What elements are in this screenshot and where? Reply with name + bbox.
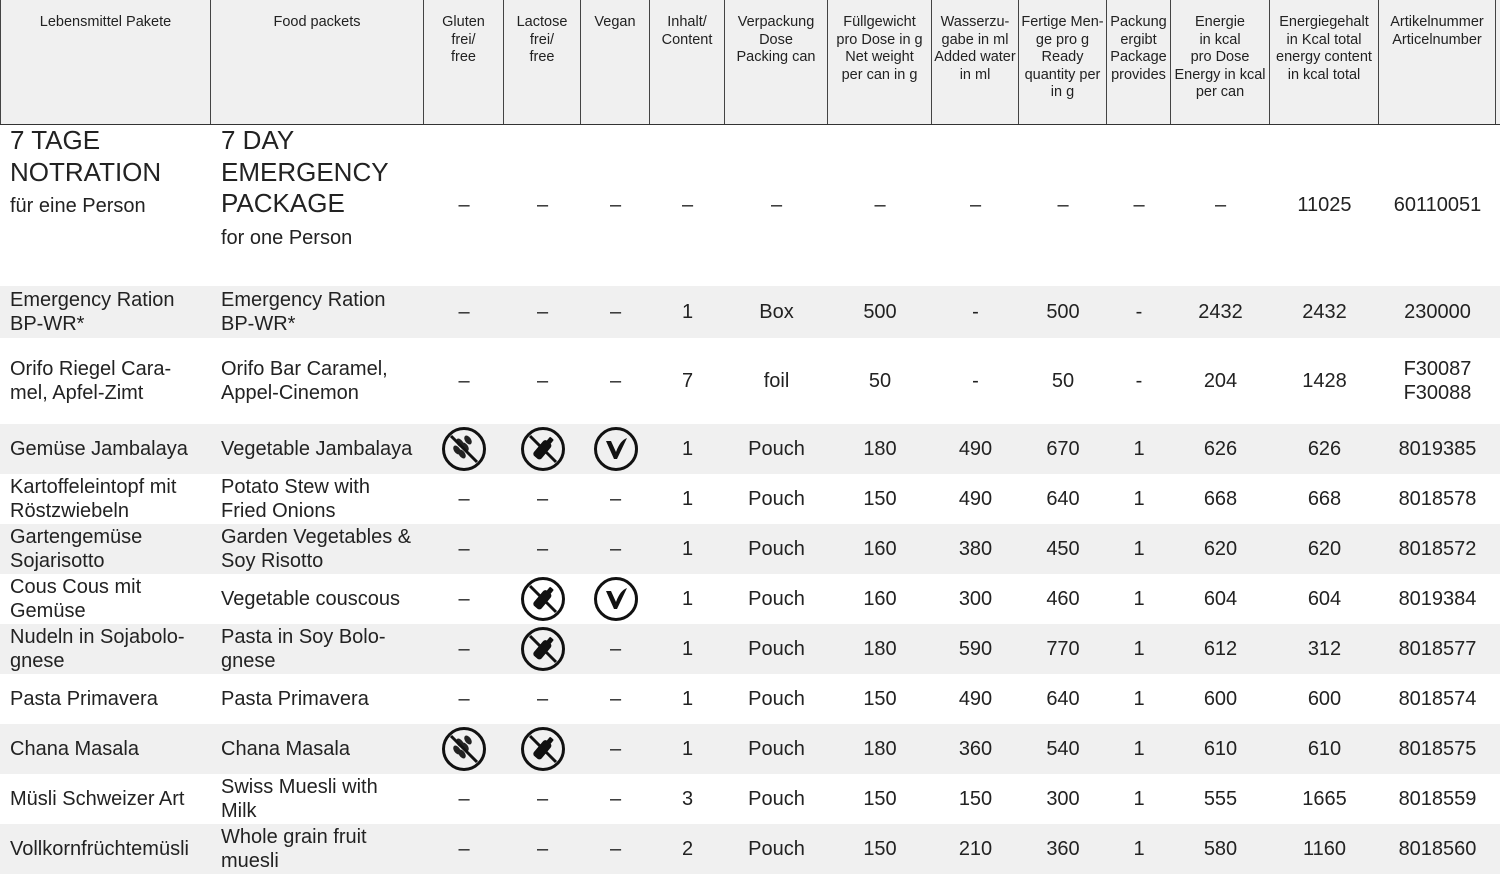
table-cell: Pouch [748, 788, 805, 810]
table-cell: 2432 [1198, 301, 1243, 323]
table-cell: 620 [1307, 538, 1342, 560]
table-cell: 8018559 [1398, 788, 1477, 810]
table-cell: - [972, 370, 979, 392]
table-cell: Pouch [748, 838, 805, 860]
gluten-free-icon [441, 726, 487, 772]
table-cell: Kartoffeleintopf mit Röstzwiebeln [10, 476, 177, 522]
header-cell: Fertige Men- ge pro g Ready quantity per in g [1019, 0, 1107, 124]
table-cell: Vegetable Jambalaya [221, 438, 413, 460]
table-cell: F30087 F30088 [1403, 358, 1472, 404]
header-cell: Artikelnummer Articelnumber [1379, 0, 1496, 124]
table-cell: 490 [958, 488, 993, 510]
table-cell: Emergency Ration BP-WR* [10, 289, 175, 335]
table-cell: Pouch [748, 688, 805, 710]
table-cell: - [1135, 301, 1143, 323]
table-cell: – [458, 194, 470, 216]
table-cell: 500 [863, 301, 897, 323]
table-cell: 668 [1203, 488, 1238, 510]
table-cell: 2432 [1302, 301, 1347, 323]
table-cell: 555 [1203, 788, 1238, 810]
table-cell: 1665 [1302, 788, 1347, 810]
table-cell: 640 [1046, 688, 1080, 710]
table-cell: 600 [1307, 688, 1342, 710]
table-cell: 180 [863, 738, 897, 760]
table-cell: 1 [1133, 488, 1145, 510]
table-cell: – [458, 788, 470, 810]
table-cell: – [536, 538, 549, 560]
table-cell: 50 [1051, 370, 1075, 392]
table-cell: 1160 [1302, 838, 1346, 860]
table-cell: – [536, 838, 549, 860]
table-cell: – [536, 488, 549, 510]
table-cell: 600 [1203, 688, 1238, 710]
table-cell: – [681, 194, 694, 216]
table-cell: 1 [681, 738, 694, 760]
table-row [0, 574, 1500, 624]
table-cell: 770 [1046, 638, 1080, 660]
gluten-cell [424, 424, 504, 474]
table-cell: 1 [1133, 638, 1145, 660]
table-cell: 1 [1133, 588, 1145, 610]
table-cell: – [609, 838, 622, 860]
table-row [0, 824, 1500, 874]
table-cell: 8019384 [1398, 588, 1477, 610]
table-cell: – [458, 538, 470, 560]
table-header [0, 0, 1500, 125]
table-cell: – [458, 688, 470, 710]
header-cell: Inhalt/ Content [650, 0, 725, 124]
table-cell: – [536, 788, 549, 810]
table-cell: 8019385 [1398, 438, 1477, 460]
table-cell: 160 [863, 588, 897, 610]
package-title-de [0, 125, 211, 285]
table-cell: 11025 [1297, 194, 1352, 216]
vegan-cell [581, 424, 650, 474]
table-cell: 150 [863, 488, 897, 510]
package-title: 7 DAY EMERGENCY PACKAGE [221, 125, 389, 218]
table-cell: 540 [1046, 738, 1080, 760]
table-cell: 1 [681, 488, 694, 510]
table-cell: Garden Vegetables & Soy Risotto [221, 526, 412, 572]
table-cell: - [1135, 370, 1143, 392]
table-cell: 612 [1203, 638, 1238, 660]
table-cell: 8018572 [1398, 538, 1477, 560]
table-cell: 150 [863, 788, 897, 810]
table-cell: 670 [1046, 438, 1080, 460]
table-cell: 626 [1203, 438, 1238, 460]
table-cell: Orifo Bar Caramel, Appel-Cinemon [221, 358, 388, 404]
package-title: 7 TAGE NOTRATION [10, 125, 162, 187]
header-cell: Energie in kcal pro Dose Energy in kcal per can [1171, 0, 1270, 124]
table-cell: – [770, 194, 783, 216]
table-cell: 1 [1133, 538, 1145, 560]
table-cell: 626 [1307, 438, 1342, 460]
table-cell: Chana Masala [221, 738, 350, 760]
table-cell: 1 [681, 688, 694, 710]
table-row [0, 286, 1500, 338]
lactose-free-icon [520, 626, 566, 672]
table-cell: 1 [1133, 788, 1145, 810]
table-cell: 8018577 [1398, 638, 1477, 660]
table-cell: 640 [1046, 488, 1080, 510]
header-cell: Lactose frei/ free [504, 0, 581, 124]
table-cell: 360 [958, 738, 993, 760]
table-cell: – [1214, 194, 1227, 216]
table-cell: – [458, 838, 470, 860]
table-cell: 1 [681, 588, 694, 610]
vegan-icon [593, 426, 639, 472]
table-row [0, 338, 1500, 424]
table-cell: foil [763, 370, 790, 392]
header-cell: Verpackung Dose Packing can [725, 0, 828, 124]
table-cell: 1 [681, 438, 694, 460]
header-cell: Food packets [211, 0, 424, 124]
table-cell: 7 [681, 370, 694, 392]
table-cell: Box [759, 301, 794, 323]
header-cell: Füllgewicht pro Dose in g Net weight per can in g [828, 0, 932, 124]
table-cell: 300 [958, 588, 993, 610]
vegan-cell [581, 574, 650, 624]
table-cell: – [458, 588, 470, 610]
table-row [0, 674, 1500, 724]
table-cell: – [609, 688, 622, 710]
table-cell: 300 [1046, 788, 1080, 810]
table-cell: – [458, 301, 470, 323]
table-cell: 1 [681, 638, 694, 660]
table-cell: – [609, 788, 622, 810]
gluten-free-icon [441, 426, 487, 472]
table-cell: Pouch [748, 538, 805, 560]
table-cell: 610 [1307, 738, 1342, 760]
table-cell: – [458, 370, 470, 392]
table-cell: Nudeln in Sojabolo- gnese [10, 626, 185, 672]
table-cell: 380 [958, 538, 993, 560]
table-row [0, 624, 1500, 674]
table-cell: Pouch [748, 438, 805, 460]
package-row [0, 125, 1500, 285]
table-cell: Vegetable couscous [221, 588, 401, 610]
table-cell: 2 [681, 838, 694, 860]
table-cell: – [609, 538, 622, 560]
header-cell: Energiegehalt in Kcal total energy content in kcal total [1270, 0, 1379, 124]
table-cell: 60110051 [1393, 194, 1482, 216]
table-cell: Emergency Ration BP-WR* [221, 289, 386, 335]
table-cell: 604 [1307, 588, 1342, 610]
package-subtitle: für eine Person [10, 195, 146, 217]
table-cell: 604 [1203, 588, 1238, 610]
table-cell: – [1057, 194, 1069, 216]
table-cell: 500 [1046, 301, 1080, 323]
lactose-free-icon [520, 576, 566, 622]
table-cell: Pasta Primavera [10, 688, 158, 710]
table-cell: – [874, 194, 886, 216]
table-cell: 1428 [1302, 370, 1347, 392]
table-cell: 460 [1046, 588, 1080, 610]
table-cell: 160 [863, 538, 897, 560]
table-cell: – [458, 488, 470, 510]
table-cell: Pouch [748, 588, 805, 610]
lactose-cell [504, 574, 581, 624]
table-cell: 180 [863, 438, 897, 460]
table-cell: 230000 [1404, 301, 1471, 323]
table-cell: 204 [1203, 370, 1238, 392]
lactose-cell [504, 624, 581, 674]
table-cell: Pasta in Soy Bolo- gnese [221, 626, 386, 672]
table-cell: 150 [958, 788, 993, 810]
table-cell: – [458, 638, 470, 660]
table-cell: Gemüse Jambalaya [10, 438, 188, 460]
table-cell: 50 [868, 370, 892, 392]
table-cell: Orifo Riegel Cara- mel, Apfel-Zimt [10, 358, 172, 404]
table-cell: 150 [863, 688, 897, 710]
lactose-free-icon [520, 726, 566, 772]
lactose-free-icon [520, 426, 566, 472]
table-cell: Pouch [748, 488, 805, 510]
table-cell: - [972, 301, 979, 323]
table-cell: – [609, 301, 622, 323]
table-cell: – [536, 301, 549, 323]
table-row [0, 424, 1500, 474]
table-cell: 590 [958, 638, 993, 660]
table-cell: 1 [1133, 838, 1145, 860]
table-cell: 8018575 [1398, 738, 1477, 760]
table-cell: 210 [958, 838, 993, 860]
header-cell: Gluten frei/ free [424, 0, 504, 124]
table-cell: Pouch [748, 738, 805, 760]
header-cell: Wasserzu- gabe in ml Added water in ml [932, 0, 1019, 124]
table-cell: Vollkornfrüchtemüsli [10, 838, 189, 860]
table-cell: Pasta Primavera [221, 688, 369, 710]
table-row [0, 524, 1500, 574]
table-cell: – [536, 688, 549, 710]
table-cell: 1 [681, 301, 694, 323]
table-cell: 312 [1307, 638, 1342, 660]
table-cell: 180 [863, 638, 897, 660]
table-cell: Chana Masala [10, 738, 139, 760]
table-cell: 490 [958, 688, 993, 710]
table-cell: 150 [863, 838, 897, 860]
table-cell: Swiss Muesli with Milk [221, 776, 378, 822]
gluten-cell [424, 724, 504, 774]
table-cell: – [609, 488, 622, 510]
table-cell: – [969, 194, 982, 216]
package-subtitle: for one Person [221, 226, 353, 249]
table-cell: 1 [1133, 438, 1145, 460]
table-cell: 620 [1203, 538, 1238, 560]
table-cell: 580 [1203, 838, 1238, 860]
table-cell: – [609, 638, 622, 660]
table-cell: – [536, 194, 549, 216]
table-cell: – [536, 370, 549, 392]
table-cell: 3 [681, 788, 694, 810]
lactose-cell [504, 424, 581, 474]
table-cell: – [609, 370, 622, 392]
package-title-en [211, 125, 424, 285]
table-cell: 1 [1133, 688, 1145, 710]
table-cell: 360 [1046, 838, 1080, 860]
table-cell: 8018560 [1398, 838, 1477, 860]
table-cell: Cous Cous mit Gemüse [10, 576, 142, 622]
table-cell: 450 [1046, 538, 1080, 560]
table-cell: 8018578 [1398, 488, 1477, 510]
lactose-cell [504, 724, 581, 774]
table-cell: Potato Stew with Fried Onions [221, 476, 370, 522]
table-cell: Whole grain fruit muesli [221, 826, 367, 872]
table-cell: 610 [1203, 738, 1238, 760]
table-cell: Gartengemüse Sojarisotto [10, 526, 143, 572]
table-cell: 1 [681, 538, 694, 560]
table-cell: 1 [1133, 738, 1145, 760]
header-cell: Packung ergibt Package provides [1107, 0, 1171, 124]
table-row [0, 774, 1500, 824]
table-cell: 8018574 [1398, 688, 1477, 710]
table-cell: 490 [958, 438, 993, 460]
vegan-icon [593, 576, 639, 622]
table-cell: 668 [1307, 488, 1342, 510]
table-cell: – [1133, 194, 1145, 216]
header-cell: Vegan [581, 0, 650, 124]
header-cell: Lebensmittel Pakete [0, 0, 211, 124]
table-row [0, 724, 1500, 774]
table-row [0, 474, 1500, 524]
table-cell: Pouch [748, 638, 805, 660]
table-cell: Müsli Schweizer Art [10, 788, 185, 810]
table-cell: – [609, 194, 622, 216]
table-cell: – [609, 738, 622, 760]
